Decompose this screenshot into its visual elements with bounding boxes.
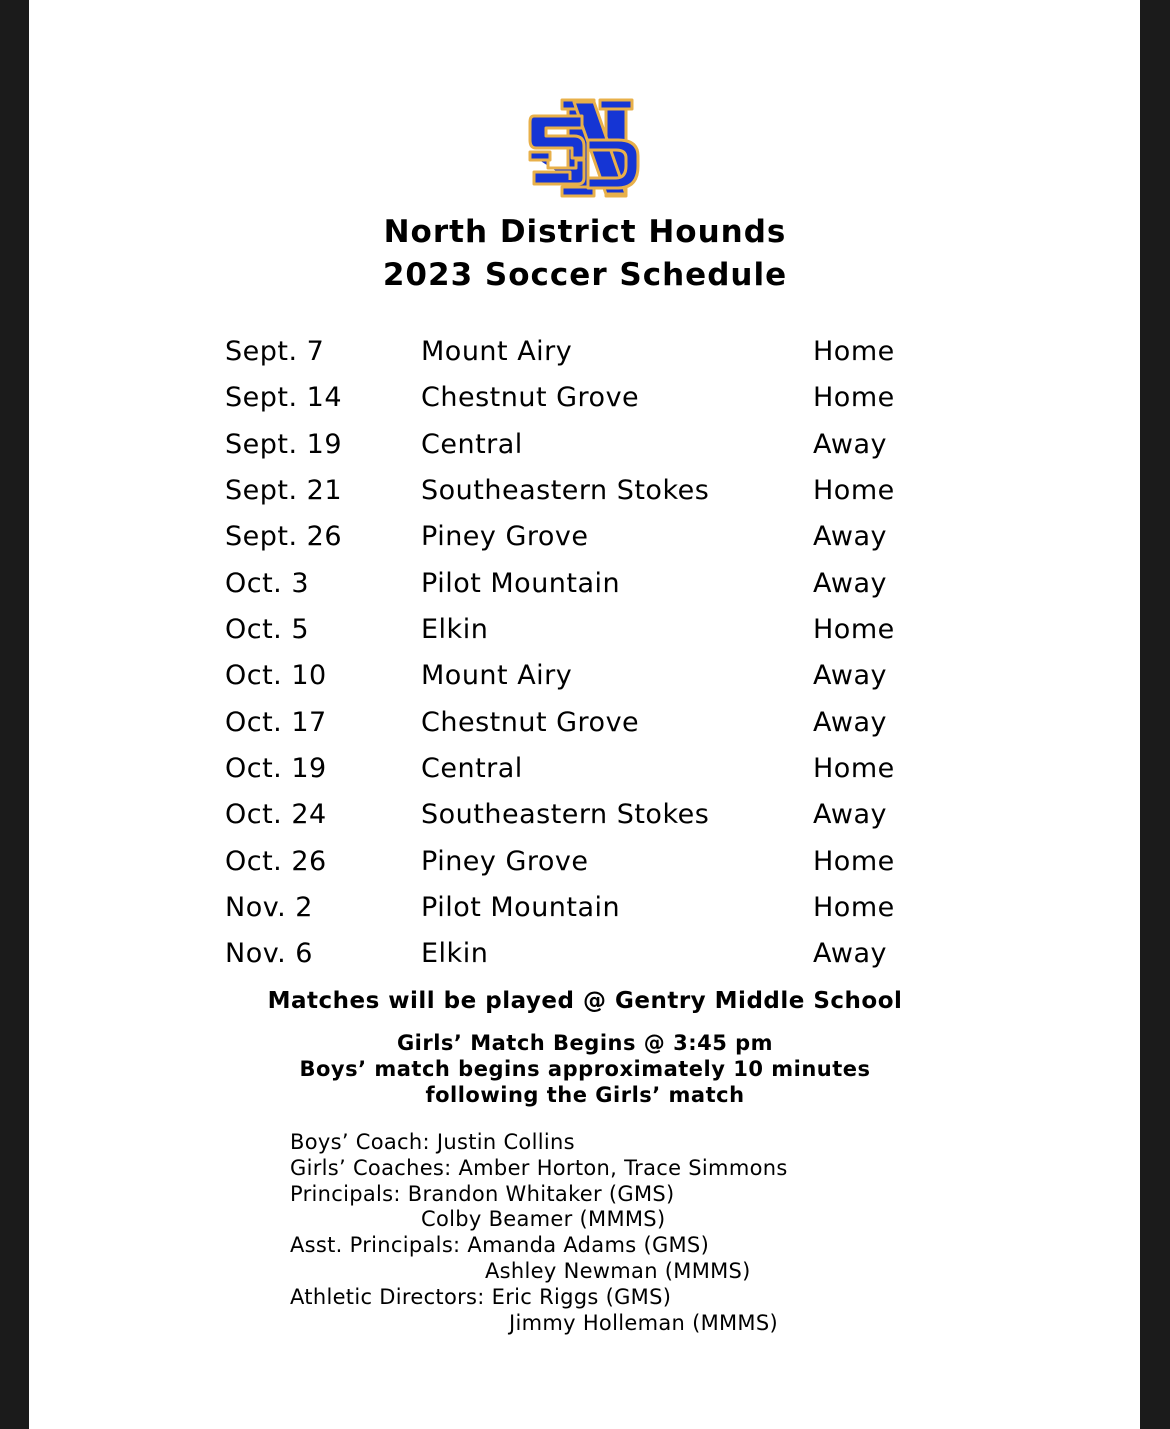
match-opponent: Pilot Mountain: [421, 568, 621, 599]
match-opponent: Piney Grove: [421, 521, 589, 552]
principals: Principals: Brandon Whitaker (GMS): [290, 1182, 675, 1206]
athletic-directors-cont: Jimmy Holleman (MMMS): [509, 1311, 778, 1335]
match-opponent: Pilot Mountain: [421, 892, 621, 923]
schedule-row: [0, 846, 1170, 886]
boys-start-note: Boys’ match begins approximately 10 minutes: [299, 1057, 871, 1081]
schedule-row: [0, 475, 1170, 515]
schedule-row: [0, 892, 1170, 932]
match-date: Sept. 7: [225, 336, 325, 367]
match-opponent: Central: [421, 429, 523, 460]
school-monogram-logo: [526, 96, 642, 200]
match-date: Oct. 26: [225, 846, 327, 877]
match-opponent: Southeastern Stokes: [421, 799, 710, 830]
match-date: Sept. 14: [225, 382, 342, 413]
match-opponent: Piney Grove: [421, 846, 589, 877]
match-location: Home: [813, 892, 895, 923]
match-location: Home: [813, 753, 895, 784]
match-location: Away: [813, 568, 887, 599]
match-location: Away: [813, 660, 887, 691]
match-date: Nov. 2: [225, 892, 313, 923]
match-date: Nov. 6: [225, 938, 313, 969]
match-opponent: Chestnut Grove: [421, 707, 640, 738]
match-opponent: Southeastern Stokes: [421, 475, 710, 506]
schedule-row: [0, 336, 1170, 376]
match-date: Oct. 19: [225, 753, 327, 784]
match-opponent: Elkin: [421, 614, 489, 645]
match-location: Away: [813, 521, 887, 552]
match-opponent: Mount Airy: [421, 660, 573, 691]
schedule-row: [0, 521, 1170, 561]
match-opponent: Mount Airy: [421, 336, 573, 367]
boys-start-note-cont: following the Girls’ match: [425, 1083, 745, 1107]
asst-principals: Asst. Principals: Amanda Adams (GMS): [290, 1233, 710, 1257]
girls-coaches: Girls’ Coaches: Amber Horton, Trace Simmons: [290, 1156, 788, 1180]
match-date: Oct. 3: [225, 568, 310, 599]
match-opponent: Chestnut Grove: [421, 382, 640, 413]
match-opponent: Central: [421, 753, 523, 784]
match-location: Home: [813, 475, 895, 506]
match-opponent: Elkin: [421, 938, 489, 969]
match-date: Sept. 19: [225, 429, 342, 460]
schedule-row: [0, 382, 1170, 422]
match-location: Home: [813, 382, 895, 413]
match-location: Away: [813, 799, 887, 830]
athletic-directors: Athletic Directors: Eric Riggs (GMS): [290, 1285, 672, 1309]
girls-start-note: Girls’ Match Begins @ 3:45 pm: [396, 1031, 774, 1055]
match-date: Oct. 5: [225, 614, 310, 645]
schedule-row: [0, 614, 1170, 654]
match-date: Oct. 17: [225, 707, 327, 738]
venue-note: Matches will be played @ Gentry Middle School: [267, 988, 903, 1014]
match-location: Home: [813, 614, 895, 645]
match-date: Oct. 24: [225, 799, 327, 830]
match-location: Home: [813, 336, 895, 367]
team-title: North District Hounds: [383, 214, 787, 250]
schedule-row: [0, 568, 1170, 608]
principals-cont: Colby Beamer (MMMS): [421, 1207, 666, 1231]
match-location: Away: [813, 938, 887, 969]
match-date: Sept. 26: [225, 521, 342, 552]
schedule-row: [0, 707, 1170, 747]
asst-principals-cont: Ashley Newman (MMMS): [485, 1259, 751, 1283]
schedule-row: [0, 799, 1170, 839]
match-date: Sept. 21: [225, 475, 342, 506]
schedule-row: [0, 938, 1170, 978]
schedule-title: 2023 Soccer Schedule: [382, 257, 788, 293]
match-location: Away: [813, 707, 887, 738]
match-date: Oct. 10: [225, 660, 327, 691]
schedule-row: [0, 429, 1170, 469]
match-location: Away: [813, 429, 887, 460]
schedule-row: [0, 660, 1170, 700]
schedule-row: [0, 753, 1170, 793]
boys-coach: Boys’ Coach: Justin Collins: [290, 1130, 575, 1154]
match-location: Home: [813, 846, 895, 877]
